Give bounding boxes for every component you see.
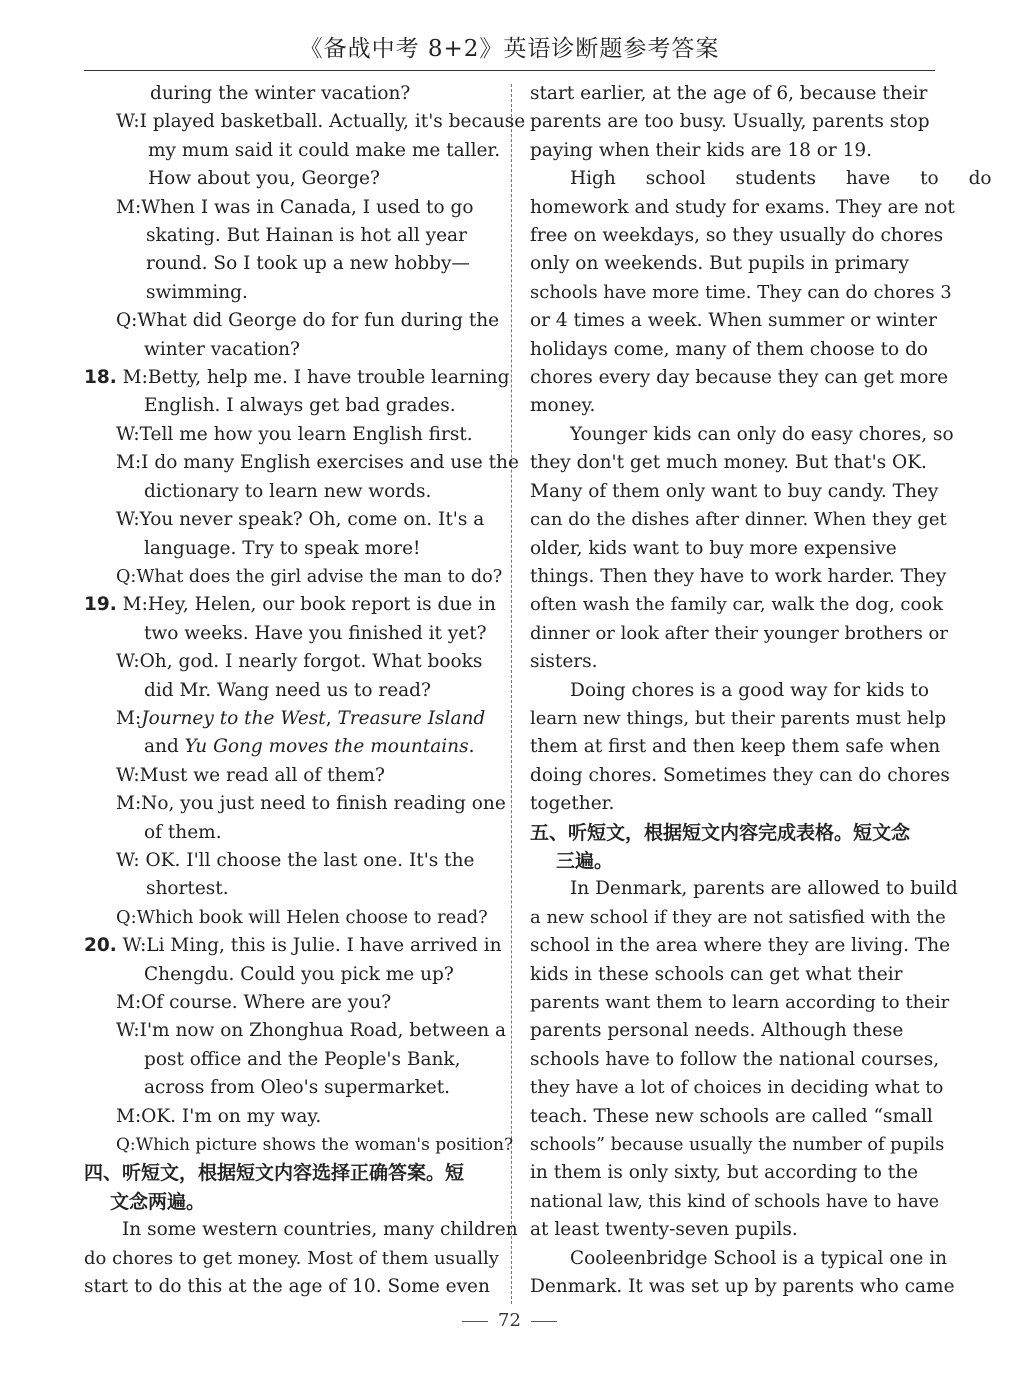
section-four-heading: 四、听短文，根据短文内容选择正确答案。短 bbox=[84, 1162, 465, 1185]
text-line: my mum said it could make me taller. bbox=[148, 139, 501, 161]
text-line: W:You never speak? Oh, come on. It's a bbox=[116, 509, 485, 531]
text-line: schools have to follow the national courses, bbox=[530, 1048, 940, 1070]
text-line: can do the dishes after dinner. When they get bbox=[530, 509, 947, 531]
footer-dash bbox=[462, 1321, 488, 1322]
text-line: parents personal needs. Although these bbox=[530, 1020, 904, 1042]
text-line: Q:What does the girl advise the man to do? bbox=[116, 566, 503, 587]
text-line: often wash the family car, walk the dog, cook bbox=[530, 594, 944, 616]
text-line: across from Oleo's supermarket. bbox=[144, 1077, 451, 1099]
text-line: national law, this kind of schools have to have bbox=[530, 1191, 940, 1212]
text-line: them at first and then keep them safe when bbox=[530, 736, 941, 758]
section-five-heading: 五、听短文，根据短文内容完成表格。短文念 bbox=[530, 821, 911, 844]
text-line: kids in these schools can get what their bbox=[530, 963, 903, 985]
text-line: How about you, George? bbox=[148, 168, 380, 190]
text-line: English. I always get bad grades. bbox=[144, 395, 456, 417]
text-line: skating. But Hainan is hot all year bbox=[146, 225, 467, 247]
text-line: Denmark. It was set up by parents who came bbox=[530, 1276, 955, 1298]
question-20: 20. W:Li Ming, this is Julie. I have arrived in bbox=[84, 935, 502, 957]
text-line: W:I played basketball. Actually, it's because bbox=[116, 111, 526, 133]
text-line: in them is only sixty, but according to the bbox=[530, 1162, 919, 1184]
text-line: Q:Which picture shows the woman's position? bbox=[116, 1135, 514, 1156]
book-title: Yu Gong moves the mountains bbox=[184, 736, 469, 758]
text-line: W:Tell me how you learn English first. bbox=[116, 423, 473, 445]
section-five-heading-cont: 三遍。 bbox=[556, 849, 614, 872]
text-line: do chores to get money. Most of them usually bbox=[84, 1247, 499, 1269]
section-four-heading-cont: 文念两遍。 bbox=[110, 1190, 206, 1213]
text-line: older, kids want to buy more expensive bbox=[530, 537, 897, 559]
book-title: Treasure Island bbox=[337, 707, 486, 729]
page-footer bbox=[0, 1310, 1019, 1331]
header-rule bbox=[84, 70, 935, 71]
text-line: two weeks. Have you finished it yet? bbox=[144, 622, 487, 644]
text-line: dictionary to learn new words. bbox=[144, 480, 432, 502]
text-line: free on weekdays, so they usually do chores bbox=[530, 225, 944, 247]
text-line: Many of them only want to buy candy. They bbox=[530, 480, 939, 502]
book-title: Journey to the West bbox=[141, 707, 326, 729]
text-line: money. bbox=[530, 395, 596, 417]
text-line: Younger kids can only do easy chores, so bbox=[570, 423, 954, 445]
text-line: language. Try to speak more! bbox=[144, 537, 421, 559]
text-line: winter vacation? bbox=[144, 338, 300, 360]
question-number: 18. bbox=[84, 367, 117, 389]
text-line: teach. These new schools are called “small bbox=[530, 1105, 933, 1127]
right-column bbox=[530, 80, 992, 1301]
column-divider bbox=[511, 84, 512, 1304]
left-column bbox=[84, 80, 526, 1301]
question-number: 19. bbox=[84, 594, 117, 616]
text-line: learn new things, but their parents must help bbox=[530, 707, 947, 729]
question-18: 18. M:Betty, help me. I have trouble learning bbox=[84, 367, 510, 389]
text-line: M:No, you just need to finish reading one bbox=[116, 793, 506, 815]
question-19: 19. M:Hey, Helen, our book report is due in bbox=[84, 594, 496, 616]
text-line: Q:What did George do for fun during the bbox=[116, 310, 500, 332]
text-line: Cooleenbridge School is a typical one in bbox=[570, 1247, 948, 1269]
text-line: Doing chores is a good way for kids to bbox=[570, 679, 929, 701]
text-line: start to do this at the age of 10. Some even bbox=[84, 1276, 490, 1298]
text-line: sisters. bbox=[530, 651, 598, 673]
text-line: parents want them to learn according to their bbox=[530, 992, 950, 1013]
text-line: W:Must we read all of them? bbox=[116, 764, 385, 786]
text-line: together. bbox=[530, 793, 615, 815]
text-line: of them. bbox=[144, 821, 222, 843]
text-line: Chengdu. Could you pick me up? bbox=[144, 963, 454, 985]
text-line: shortest. bbox=[146, 878, 229, 900]
text-line: homework and study for exams. They are not bbox=[530, 196, 955, 218]
text-line: chores every day because they can get more bbox=[530, 367, 949, 389]
text-line: M:OK. I'm on my way. bbox=[116, 1105, 322, 1127]
text-line: schools” because usually the number of pupils bbox=[530, 1135, 945, 1156]
text-line: W:I'm now on Zhonghua Road, between a bbox=[116, 1020, 507, 1042]
text-line: dinner or look after their younger brothers or bbox=[530, 622, 948, 644]
question-number: 20. bbox=[84, 935, 117, 957]
text-line: swimming. bbox=[146, 281, 248, 303]
text-line: or 4 times a week. When summer or winter bbox=[530, 310, 937, 332]
text-line: start earlier, at the age of 6, because their bbox=[530, 83, 928, 104]
page-number: 72 bbox=[498, 1310, 521, 1331]
text-line: during the winter vacation? bbox=[150, 83, 411, 104]
text-line: and Yu Gong moves the mountains. bbox=[144, 736, 475, 758]
text-line: M:When I was in Canada, I used to go bbox=[116, 196, 474, 218]
text-line: In Denmark, parents are allowed to build bbox=[570, 878, 958, 900]
text-line: post office and the People's Bank, bbox=[144, 1048, 461, 1070]
text-line: In some western countries, many children bbox=[122, 1219, 518, 1241]
text-line: High school students have to do bbox=[570, 168, 992, 190]
text-line: M:I do many English exercises and use the bbox=[116, 452, 519, 474]
text-line: a new school if they are not satisfied with the bbox=[530, 906, 946, 928]
text-line: things. Then they have to work harder. They bbox=[530, 565, 947, 587]
text-line: they have a lot of choices in deciding what to bbox=[530, 1077, 944, 1099]
text-line: did Mr. Wang need us to read? bbox=[144, 679, 431, 701]
text-line: W:Oh, god. I nearly forgot. What books bbox=[116, 651, 483, 673]
text-line: they don't get much money. But that's OK. bbox=[530, 452, 927, 474]
text-line: Q:Which book will Helen choose to read? bbox=[116, 906, 488, 928]
text-line: W: OK. I'll choose the last one. It's the bbox=[116, 849, 475, 871]
text-line: M:Of course. Where are you? bbox=[116, 992, 392, 1013]
page-header: 《备战中考 8+2》英语诊断题参考答案 bbox=[299, 36, 720, 62]
text-line: doing chores. Sometimes they can do chores bbox=[530, 764, 950, 786]
text-line: school in the area where they are living. The bbox=[530, 935, 951, 957]
text-line: paying when their kids are 18 or 19. bbox=[530, 139, 873, 161]
text-line: schools have more time. They can do chores 3 bbox=[530, 281, 952, 303]
footer-dash bbox=[531, 1321, 557, 1322]
text-line: at least twenty-seven pupils. bbox=[530, 1219, 798, 1241]
text-line: only on weekends. But pupils in primary bbox=[530, 253, 909, 275]
text-line: holidays come, many of them choose to do bbox=[530, 338, 929, 360]
text-line: round. So I took up a new hobby— bbox=[146, 253, 470, 275]
text-line: M:Journey to the West, Treasure Island bbox=[116, 707, 486, 729]
text-line: parents are too busy. Usually, parents stop bbox=[530, 111, 930, 133]
